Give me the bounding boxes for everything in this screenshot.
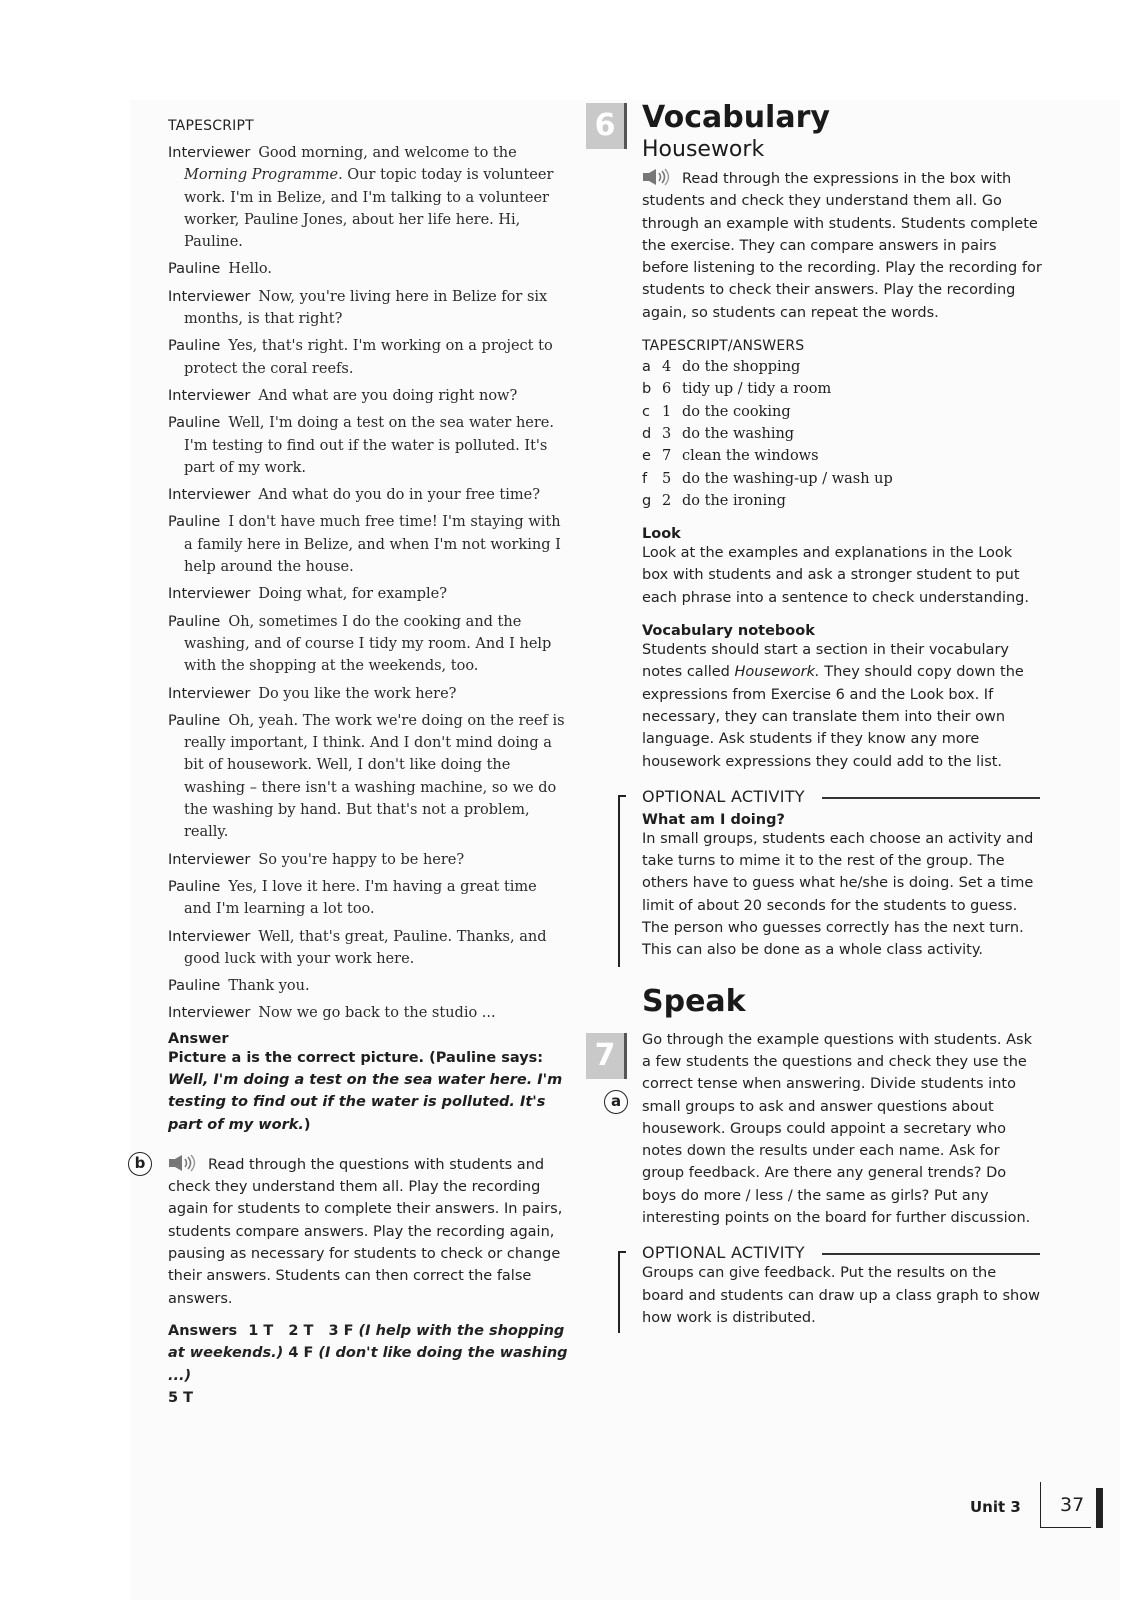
speaker-line	[184, 338, 553, 376]
speaker-name: Pauline	[168, 712, 221, 729]
tapescript-answer-number: 3	[662, 425, 672, 442]
speaker-name: Pauline	[168, 338, 221, 355]
optional-activity-1-title: OPTIONAL ACTIVITY	[642, 786, 805, 806]
speaker-name: Interviewer	[168, 851, 251, 868]
tapescript-answer-number: 6	[662, 381, 672, 398]
speaker-line-text-post: Our topic today is volunteer work. I'm in Belize, and I'm talking to a volunteer worker, Pauline Jones, about her life here. Hi, Pauline.	[184, 167, 554, 251]
vocab-notebook-post: They should copy down the expressions from Exercise 6 and the Look box. If necessary, they can translate them into their own language. Ask students if they know any more housework expressions they could add to the list.	[642, 664, 1024, 770]
tapescript-answer-row	[642, 490, 1042, 512]
section-6-number: 6	[586, 103, 627, 149]
speaker-name: Interviewer	[168, 487, 251, 504]
exercise-b-text	[168, 1154, 568, 1310]
speaker-line	[228, 978, 309, 994]
dialogue-turn	[168, 710, 568, 844]
tapescript-answers-list	[642, 356, 1042, 512]
tapescript-answer-letter: a	[642, 359, 651, 376]
dialogue-turn	[168, 286, 568, 331]
dialogue-turn	[168, 511, 568, 578]
answer-text-pre: Picture a is the correct picture. (Pauline says:	[168, 1049, 544, 1066]
section-7-title: Speak	[642, 983, 746, 1019]
optional-activity-2-bracket	[618, 1251, 626, 1333]
dialogue	[168, 142, 568, 1025]
tapescript-answer-number: 1	[662, 403, 672, 420]
tapescript-answer-number: 2	[662, 492, 672, 509]
speaker-name: Pauline	[168, 415, 221, 432]
answer-text-italic: Well, I'm doing a test on the sea water here. I'm testing to find out if the water is polluted. It's part of my work.	[168, 1071, 563, 1133]
tapescript-answer-row	[642, 356, 1042, 378]
answer-2: 2 T	[288, 1322, 314, 1339]
speaker-line-text: Good morning, and welcome to the	[258, 145, 517, 161]
answer-1: 1 T	[248, 1322, 274, 1339]
answers-list	[168, 1320, 568, 1409]
tapescript-answers-label: TAPESCRIPT/ANSWERS	[642, 338, 805, 355]
speaker-line	[258, 852, 464, 868]
answer-heading: Answer	[168, 1030, 229, 1047]
page-number: 37	[1060, 1494, 1085, 1516]
exercise-b	[134, 1153, 568, 1310]
tapescript-answer-letter: b	[642, 381, 652, 398]
tapescript-answer-number: 7	[662, 448, 672, 465]
speaker-line	[228, 261, 272, 277]
tapescript-answer-letter: d	[642, 425, 652, 442]
dialogue-turn	[168, 385, 568, 407]
speaker-name: Interviewer	[168, 288, 251, 305]
answer-text-post: )	[303, 1116, 311, 1133]
speaker-line-text: Do you like the work here?	[258, 685, 457, 702]
section-6-intro	[642, 168, 1042, 324]
vocab-notebook-italic: Housework.	[734, 664, 820, 681]
optional-activity-1-rule	[822, 797, 1040, 799]
exercise-a-letter: a	[604, 1090, 628, 1114]
speaker-name: Pauline	[168, 978, 221, 995]
optional-activity-1-heading: What am I doing?	[642, 811, 785, 828]
section-6-subtitle: Housework	[642, 137, 765, 162]
speaker-line-text: Thank you.	[228, 978, 310, 995]
answer-3-note: (I help with the shopping at weekends.)	[168, 1322, 565, 1362]
dialogue-turn	[168, 583, 568, 605]
speaker-line	[184, 713, 565, 840]
dialogue-turn	[168, 142, 568, 253]
speaker-name: Pauline	[168, 878, 221, 895]
speaker-line-text: Now we go back to the studio ...	[258, 1005, 496, 1022]
footer-unit: Unit 3	[970, 1498, 1021, 1516]
tapescript-answer-text: clean the windows	[682, 448, 819, 465]
speaker-line	[258, 1005, 495, 1021]
audio-icon	[168, 1154, 200, 1172]
section-7-text: Go through the example questions with students. Ask a few students the questions and check they use the correct tense when answering. Divide students into small groups to ask and answer questions about housework. Groups could appoint a secretary who notes down the results under each name. Ask for group feedback. Are there any general trends? Do boys do more / less / the same as girls? Put any interesting points on the board for further discussion.	[642, 1031, 1032, 1226]
vocab-notebook-pre: Students should start a section in their vocabulary notes called	[642, 642, 1009, 681]
section-6-intro-text: Read through the expressions in the box with students and check they understand them all. Go through an example with students. Students complete the exercise. They can compare answers in pairs before listening to the recording. Play the recording for students to check their answers. Play the recording again, so students can repeat the words.	[642, 171, 1042, 321]
speaker-name: Interviewer	[168, 586, 251, 603]
speaker-line-text: Yes, that's right. I'm working on a project to protect the coral reefs.	[184, 338, 553, 377]
speaker-line-text: So you're happy to be here?	[258, 851, 465, 868]
tapescript-answer-row	[642, 401, 1042, 423]
exercise-b-body: Read through the questions with students and check they understand them all. Play the recording again for students to complete their answers. In pairs, students compare answers. Play the recording again, pausing as necessary for students to check or change their answers. Students can then correct the false answers.	[168, 1156, 563, 1307]
section-7-number: 7	[586, 1033, 627, 1079]
dialogue-turn	[168, 335, 568, 380]
tapescript-answer-row	[642, 378, 1042, 400]
tapescript-answer-row	[642, 423, 1042, 445]
optional-activity-2-rule	[822, 1253, 1040, 1255]
footer-bar	[1096, 1488, 1103, 1528]
optional-activity-2-text: Groups can give feedback. Put the results on the board and students can draw up a class graph to show how work is distributed.	[642, 1265, 1040, 1326]
speaker-name: Interviewer	[168, 1005, 251, 1022]
tapescript-answer-text: do the cooking	[682, 403, 791, 420]
dialogue-turn	[168, 975, 568, 997]
speaker-line-text: Well, that's great, Pauline. Thanks, and good luck with your work here.	[184, 928, 547, 967]
tapescript-answer-letter: g	[642, 492, 652, 509]
speaker-line	[184, 879, 537, 917]
tapescript-answer-letter: f	[642, 470, 648, 487]
speaker-name: Interviewer	[168, 685, 251, 702]
look-heading: Look	[642, 526, 681, 543]
dialogue-turn	[168, 258, 568, 280]
tapescript-answer-letter: c	[642, 403, 650, 420]
audio-icon	[642, 168, 674, 186]
speaker-line-text: Well, I'm doing a test on the sea water here. I'm testing to find out if the water is polluted. It's part of my work.	[184, 415, 554, 476]
speaker-line-italic: Morning Programme.	[184, 167, 343, 184]
tapescript-answer-number: 4	[662, 359, 672, 376]
speaker-line-text: And what do you do in your free time?	[258, 487, 540, 504]
tapescript-answer-text: do the shopping	[682, 359, 801, 376]
speaker-line	[258, 586, 447, 602]
answer-5: 5 T	[168, 1389, 194, 1406]
speaker-line-text: I don't have much free time! I'm staying with a family here in Belize, and when I'm not working I help around the house.	[184, 514, 561, 576]
speaker-name: Interviewer	[168, 387, 251, 404]
tapescript-answer-row	[642, 468, 1042, 490]
speaker-line	[258, 388, 517, 404]
dialogue-turn	[168, 484, 568, 506]
dialogue-turn	[168, 1002, 568, 1024]
tapescript-label: TAPESCRIPT	[168, 118, 254, 134]
speaker-line	[184, 415, 554, 476]
tapescript-answer-text: do the washing-up / wash up	[682, 470, 893, 487]
exercise-b-letter: b	[128, 1152, 152, 1176]
speaker-name: Pauline	[168, 613, 221, 630]
speaker-line	[258, 686, 456, 702]
speaker-line-text: Yes, I love it here. I'm having a great time and I'm learning a lot too.	[184, 878, 537, 918]
look-text: Look at the examples and explanations in the Look box with students and ask a stronger student to put each phrase into a sentence to check understanding.	[642, 545, 1029, 606]
dialogue-turn	[168, 412, 568, 479]
dialogue-turn	[168, 926, 568, 971]
speaker-line-text: Doing what, for example?	[258, 586, 448, 603]
dialogue-turn	[168, 849, 568, 871]
speaker-name: Pauline	[168, 514, 221, 531]
speaker-line-text: Oh, sometimes I do the cooking and the washing, and of course I tidy my room. And I help with the shopping at the weekends, too.	[184, 613, 552, 675]
answers-label: Answers	[168, 1322, 238, 1339]
answer-4-note: (I don't like doing the washing ...)	[168, 1345, 568, 1384]
answer-3: 3 F	[328, 1322, 359, 1339]
speaker-line	[258, 487, 540, 503]
speaker-line-text: Now, you're living here in Belize for six months, is that right?	[184, 288, 548, 328]
optional-activity-1-text: In small groups, students each choose an activity and take turns to mime it to the rest of the group. The others have to guess what he/she is doing. Set a time limit of about 20 seconds for the students to guess. The person who guesses correctly has the next turn. This can also be done as a whole class activity.	[642, 830, 1034, 959]
speaker-name: Pauline	[168, 261, 221, 278]
dialogue-turn	[168, 683, 568, 705]
right-column	[642, 100, 1042, 1329]
left-column	[134, 118, 568, 1409]
speaker-line	[184, 614, 551, 675]
speaker-line-text: Oh, yeah. The work we're doing on the reef is really important, I think. And I don't mind doing a bit of housework. Well, I don't like doing the washing – there isn't a washing machine, so we do the washing by hand. But that's not a problem, really.	[184, 712, 565, 841]
tapescript-answer-letter: e	[642, 448, 651, 465]
optional-activity-2	[642, 1243, 1042, 1329]
vocab-notebook-text	[642, 639, 1042, 773]
speaker-line-text: And what are you doing right now?	[258, 387, 518, 404]
speaker-name: Interviewer	[168, 928, 251, 945]
section-6-title: Vocabulary	[642, 100, 830, 135]
dialogue-turn	[168, 611, 568, 678]
dialogue-turn	[168, 876, 568, 921]
optional-activity-2-title: OPTIONAL ACTIVITY	[642, 1243, 805, 1263]
optional-activity-1-bracket	[618, 795, 626, 967]
speaker-line-text: Hello.	[228, 261, 272, 278]
answer-text	[168, 1047, 568, 1136]
tapescript-answer-row	[642, 445, 1042, 467]
optional-activity-1	[642, 787, 1042, 962]
tapescript-answer-number: 5	[662, 470, 672, 487]
tapescript-answer-text: tidy up / tidy a room	[682, 381, 832, 398]
vocab-notebook-heading: Vocabulary notebook	[642, 623, 815, 640]
speaker-name: Interviewer	[168, 145, 251, 161]
tapescript-answer-text: do the washing	[682, 425, 795, 442]
tapescript-answer-text: do the ironing	[682, 492, 786, 509]
speaker-line	[184, 514, 561, 575]
answer-4: 4 F	[288, 1345, 319, 1362]
